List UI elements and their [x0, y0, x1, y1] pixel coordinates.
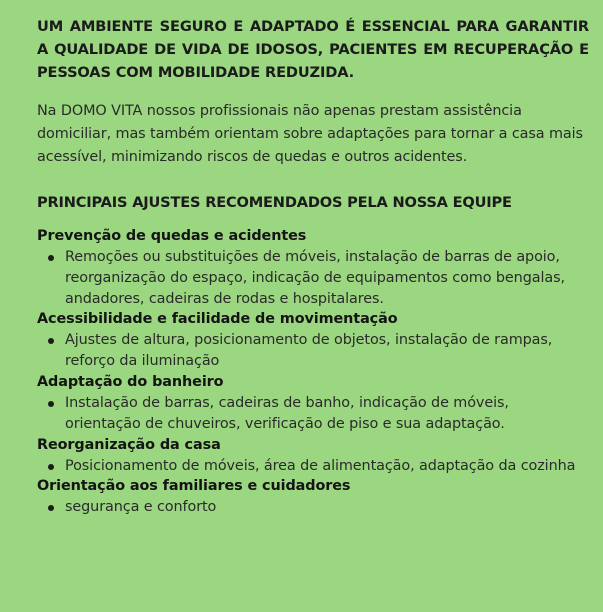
bullet-text: Posicionamento de móveis, área de alimentação, adaptação da cozinha — [65, 457, 576, 474]
section-title: PRINCIPAIS AJUSTES RECOMENDADOS PELA NOSSA EQUIPE — [37, 194, 512, 211]
bullet-icon — [48, 255, 54, 261]
list-item — [37, 330, 589, 372]
bullet-text: Ajustes de altura, posicionamento de objetos, instalação de rampas, reforço da iluminação — [65, 332, 553, 370]
bullet-list — [37, 330, 589, 372]
headline: UM AMBIENTE SEGURO E ADAPTADO É ESSENCIAL PARA GARANTIR A QUALIDADE DE VIDA DE IDOSOS, PACIENTES EM RECUPERAÇÃO E PESSOAS COM MOBILIDADE REDUZIDA. — [37, 18, 589, 81]
adjustment-title: Orientação aos familiares e cuidadores — [37, 478, 351, 495]
bullet-text: segurança e conforto — [65, 499, 217, 516]
adjustment-title: Adaptação do banheiro — [37, 373, 224, 390]
bullet-icon — [48, 401, 54, 407]
bullet-list — [37, 247, 589, 309]
adjustment-item-bathroom — [37, 372, 589, 435]
bullet-icon — [48, 464, 54, 470]
adjustment-item-family-guidance — [37, 476, 589, 518]
bullet-text: Remoções ou substituições de móveis, instalação de barras de apoio, reorganização do espaço, indicação de equipamentos como bengalas, andadores, cadeiras de rodas e hospitalares. — [65, 249, 565, 307]
bullet-icon — [48, 505, 54, 511]
bullet-list — [37, 393, 589, 435]
adjustment-item-accessibility — [37, 309, 589, 372]
list-item — [37, 456, 589, 477]
bullet-list — [37, 497, 589, 518]
list-item — [37, 497, 589, 518]
adjustment-title: Prevenção de quedas e acidentes — [37, 228, 307, 244]
adjustment-item-fall-prevention — [37, 226, 589, 309]
adjustment-title: Acessibilidade e facilidade de movimentação — [37, 311, 398, 328]
list-item — [37, 247, 589, 309]
intro-paragraph: Na DOMO VITA nossos profissionais não apenas prestam assistência domiciliar, mas também orientam sobre adaptações para tornar a casa mais acessível, minimizando riscos de quedas e outros acidentes. — [37, 103, 583, 165]
adjustment-item-house-reorganization — [37, 435, 589, 477]
adjustment-title: Reorganização da casa — [37, 436, 221, 453]
bullet-text: Instalação de barras, cadeiras de banho, indicação de móveis, orientação de chuveiros, verificação de piso e sua adaptação. — [65, 394, 509, 432]
bullet-icon — [48, 338, 54, 344]
list-item — [37, 393, 589, 435]
bullet-list — [37, 456, 589, 477]
adjustments-list — [37, 226, 589, 518]
